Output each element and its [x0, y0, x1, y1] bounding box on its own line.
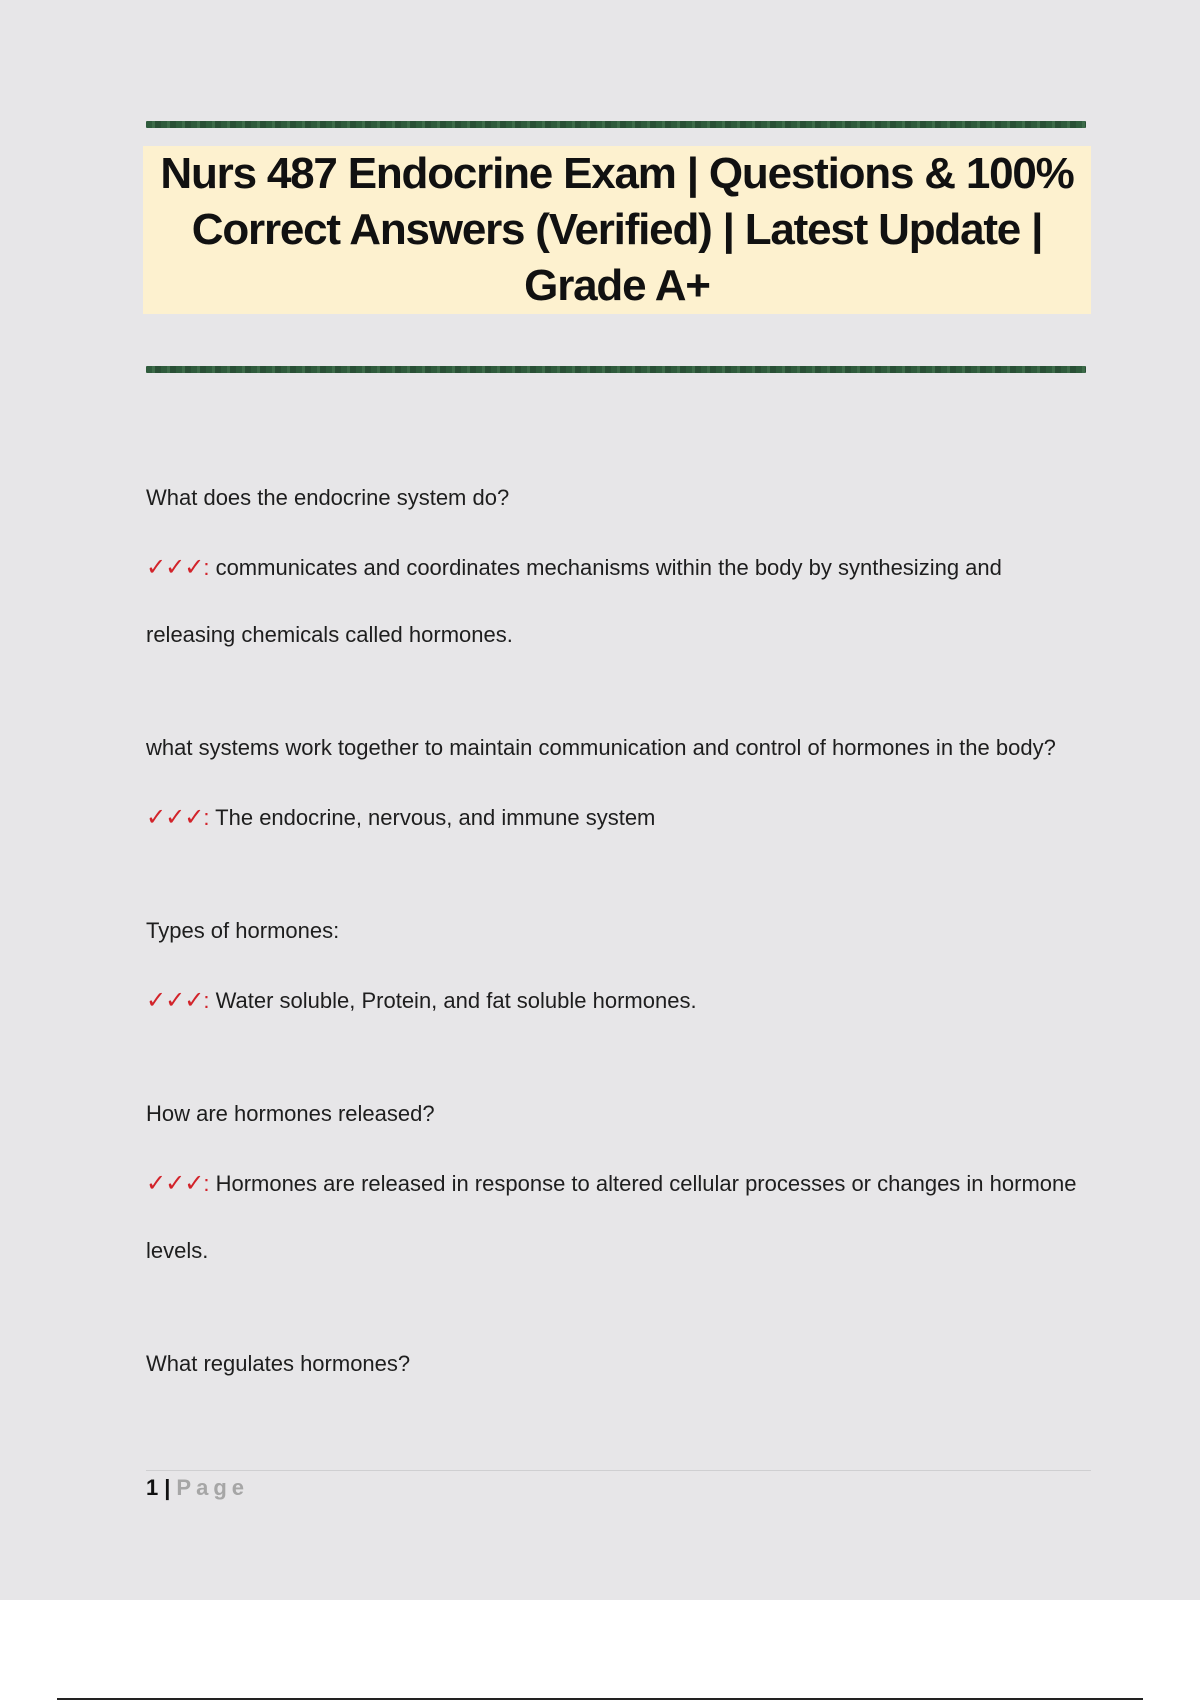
answer-body: The endocrine, nervous, and immune system	[209, 805, 656, 830]
question-text: Types of hormones:	[146, 918, 340, 943]
page-word: Page	[176, 1475, 249, 1500]
answer-colon: :	[203, 555, 210, 580]
title-top-rule	[146, 121, 1086, 128]
answer-body: communicates and coordinates mechanisms within the body by synthesizing and releasing chemicals called hormones.	[146, 555, 1002, 647]
answer-text	[146, 967, 1091, 1034]
check-marks-icon: ✓✓✓	[146, 553, 204, 581]
answer-text	[146, 1150, 1091, 1284]
answer-text	[146, 784, 1091, 851]
question-text: what systems work together to maintain communication and control of hormones in the body?	[146, 735, 1056, 760]
check-marks-icon: ✓✓✓	[146, 1169, 204, 1197]
title-banner	[143, 146, 1091, 314]
document-title: Nurs 487 Endocrine Exam | Questions & 100% Correct Answers (Verified) | Latest Update | Grade A+	[160, 149, 1074, 310]
qa-item	[146, 478, 1091, 668]
qa-item	[146, 1344, 1091, 1384]
check-marks-icon: ✓✓✓	[146, 803, 204, 831]
question-text: What does the endocrine system do?	[146, 485, 510, 510]
footer-divider	[146, 1470, 1091, 1471]
answer-colon: :	[203, 1171, 210, 1196]
check-marks-icon: ✓✓✓	[146, 986, 204, 1014]
answer-body: Water soluble, Protein, and fat soluble hormones.	[209, 988, 697, 1013]
answer-colon: :	[203, 805, 210, 830]
page-separator: |	[164, 1475, 171, 1500]
qa-item	[146, 728, 1091, 851]
qa-item	[146, 1094, 1091, 1284]
question-text: How are hormones released?	[146, 1101, 435, 1126]
answer-text	[146, 534, 1091, 668]
page-number: 1	[146, 1475, 159, 1500]
title-bottom-rule	[146, 366, 1086, 373]
answer-colon: :	[203, 988, 210, 1013]
qa-item	[146, 911, 1091, 1034]
qa-list	[146, 478, 1091, 1384]
answer-body: Hormones are released in response to altered cellular processes or changes in hormone levels.	[146, 1171, 1077, 1263]
question-text: What regulates hormones?	[146, 1351, 411, 1376]
page-footer	[146, 1475, 249, 1501]
